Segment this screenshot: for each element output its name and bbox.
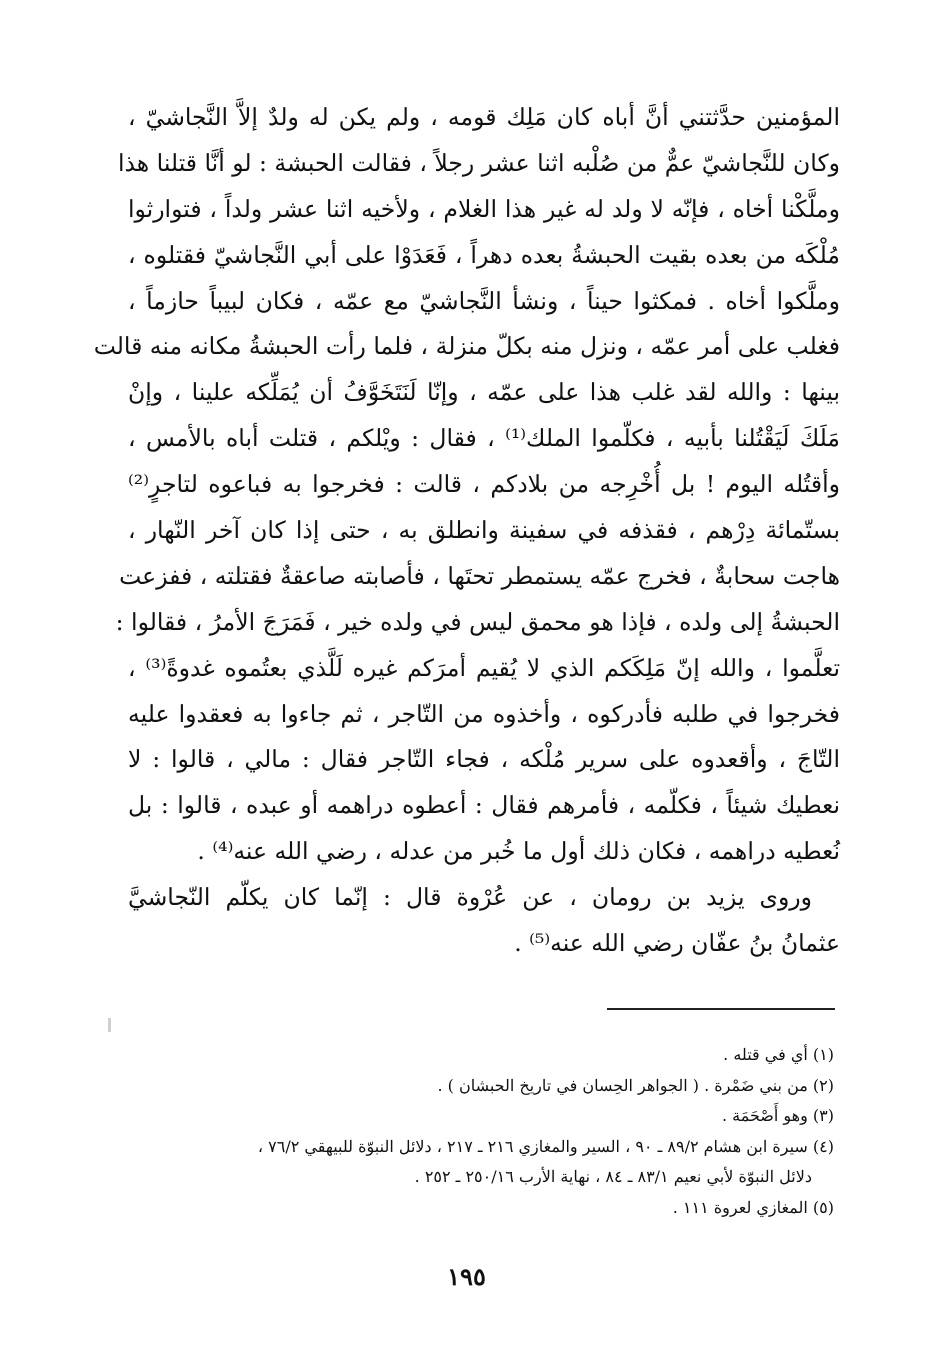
text-line: نُعطيه دراهمه ، فكان ذلك أول ما خُبر من عدله ، رضي الله عنه⁽⁴⁾ . <box>197 837 840 866</box>
text-line: المؤمنين حدَّثتني أنَّ أباه كان مَلِك قومه ، ولم يكن له ولدٌ إلاَّ النَّجاشيّ ، <box>128 103 840 131</box>
text-line: التّاجَ ، وأقعدوه على سرير مُلْكه ، فجاء التّاجر فقال : مالي ، قالوا : لا <box>128 745 840 774</box>
text-line: وملَّكْنا أخاه ، فإنّه لا ولد له غير هذا الغلام ، ولأخيه اثنا عشر ولداً ، فتوارثوا <box>128 194 840 223</box>
text-line: وروى يزيد بن رومان ، عن عُرْوة قال : إنّما كان يكلّم النّجاشيَّ <box>128 883 812 912</box>
text-line: مَلَكَ لَيَقْتُلنا بأبيه ، فكلّموا الملك⁽¹⁾ ، فقال : ويْلكم ، قتلت أباه بالأمس ، <box>128 424 840 453</box>
footnote: (٢) من بني ضَمْرة . ( الجواهر الحِسان في تاريخ الحبشان ) . <box>437 1075 834 1095</box>
text-line: هاجت سحابةٌ ، فخرج عمّه يستمطر تحتَها ، فأصابته صاعقةٌ فقتلته ، ففزعت <box>119 561 840 590</box>
text-line: الحبشةُ إلى ولده ، فإذا هو محمق ليس في ولده خير ، فَمَرَجَ الأمرُ ، فقالوا : <box>115 607 840 636</box>
text-line: فغلب على أمر عمّه ، ونزل منه بكلّ منزلة ، فلما رأت الحبشةُ مكانه منه قالت <box>93 332 840 361</box>
text-line: بينها : والله لقد غلب هذا على عمّه ، وإنّا لَنَتَخَوَّفُ أن يُمَلِّكه علينا ، وإنْ <box>128 378 840 407</box>
text-line: تعلَّموا ، والله إنّ مَلِكَكم الذي لا يُقيم أمرَكم غيره لَلَّذي بعتُموه غدوةً⁽³⁾ ، <box>128 653 841 682</box>
footnotes <box>118 1040 834 1223</box>
margin-mark <box>108 1018 111 1032</box>
text-line: بستّمائة دِرْهم ، فقذفه في سفينة وانطلق به ، حتى إذا كان آخر النّهار ، <box>128 516 840 545</box>
text-line: مُلْكَه من بعده بقيت الحبشةُ بعده دهراً ، فَعَدَوْا على أبي النَّجاشيّ فقتلوه ، <box>128 240 840 269</box>
text-line: عثمانُ بنُ عفّان رضي الله عنه⁽⁵⁾ . <box>514 929 840 958</box>
footnote: (٥) المغازي لعروة ١١١ . <box>672 1197 834 1217</box>
text-line: وملَّكوا أخاه . فمكثوا حيناً ، ونشأ النَّجاشيّ مع عمّه ، فكان لبيباً حازماً ، <box>128 286 840 315</box>
page-number: ١٩٥ <box>447 1262 486 1291</box>
footnote-separator <box>607 1008 835 1010</box>
text-line: وكان للنَّجاشيّ عمٌّ من صُلْبه اثنا عشر رجلاً ، فقالت الحبشة : لو أنَّا قتلنا هذا <box>117 148 840 177</box>
main-text <box>93 95 841 967</box>
text-line: وأقتُله اليوم ! بل أُخْرِجه من بلادكم ، قالت : فخرجوا به فباعوه لتاجرٍ⁽²⁾ <box>128 470 840 499</box>
footnote-continuation: دلائل النبوّة لأبي نعيم ٨٣/١ ـ ٨٤ ، نهاية الأرب ٢٥٠/١٦ ـ ٢٥٢ . <box>414 1167 812 1186</box>
footnote: (١) أي في قتله . <box>723 1045 834 1064</box>
footnote: (٤) سيرة ابن هشام ٨٩/٢ ـ ٩٠ ، السير والمغازي ٢١٦ ـ ٢١٧ ، دلائل النبوّة للبيهقي ٧٦/٢ ، <box>257 1136 834 1156</box>
text-line: نعطيك شيئاً ، فكلّمه ، فأمرهم فقال : أعطوه دراهمه أو عبده ، قالوا : بل <box>128 791 840 820</box>
text-line: فخرجوا في طلبه فأدركوه ، وأخذوه من التّاجر ، ثم جاءوا به فعقدوا عليه <box>128 699 840 728</box>
footnote: (٣) وهو أَصْحَمَة . <box>721 1106 834 1125</box>
